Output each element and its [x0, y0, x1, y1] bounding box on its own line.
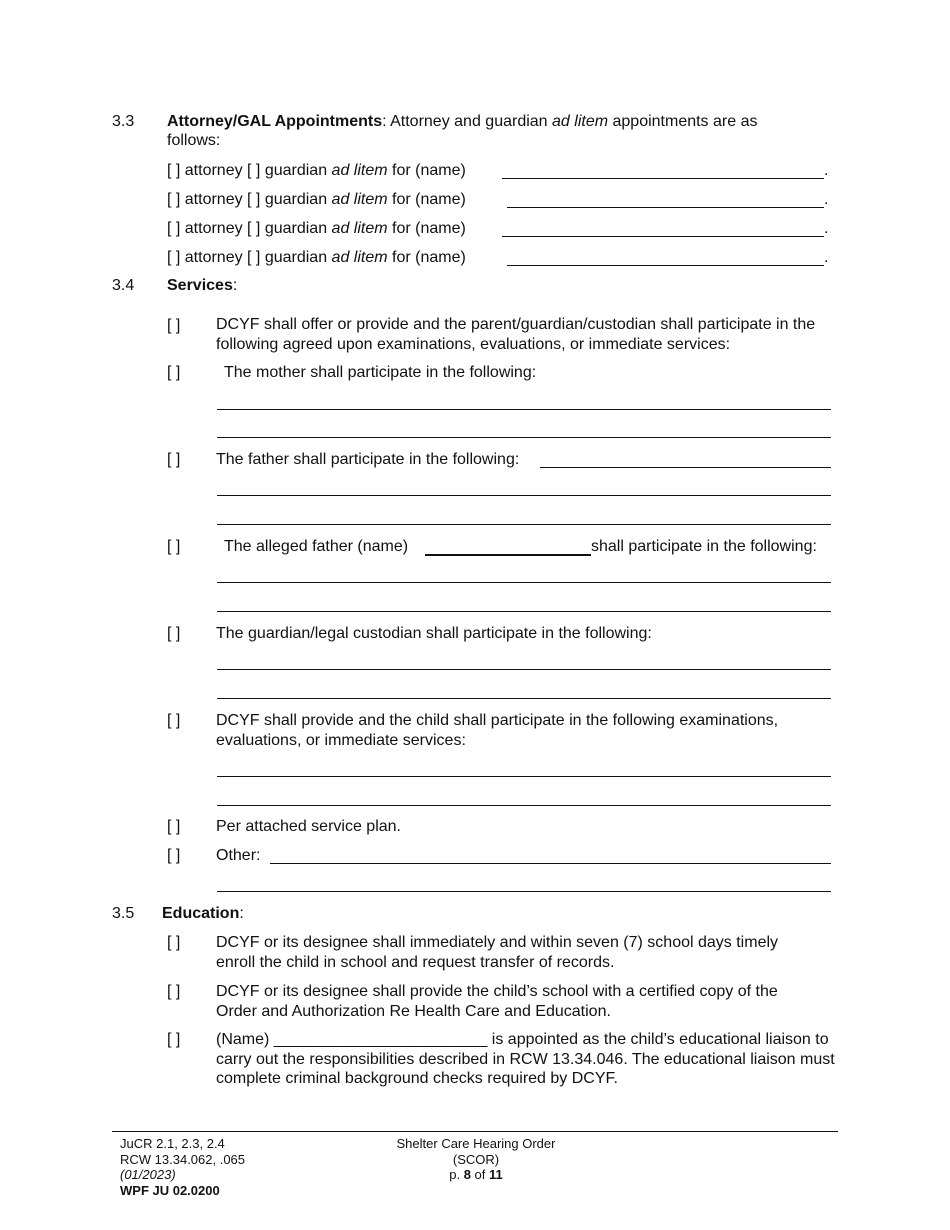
section-3-3-intro-rest: appointments are as — [608, 113, 758, 130]
mother-item: The mother shall participate in the following: — [224, 364, 537, 381]
plan-item: Per attached service plan. — [216, 818, 401, 835]
other-checkbox[interactable]: [ ] — [167, 847, 181, 864]
period: . — [824, 249, 829, 266]
appointment-for-name: for (name) — [387, 191, 466, 208]
appointment-checkboxes[interactable]: [ ] attorney [ ] guardian — [167, 191, 332, 208]
section-3-5-title: Education — [162, 905, 240, 922]
child-item: DCYF shall provide and the child shall participate in the following examinations, evaluations, or immediate services: — [216, 712, 779, 749]
appointment-row[interactable] — [167, 248, 466, 267]
appointment-checkboxes[interactable]: [ ] attorney [ ] guardian — [167, 220, 332, 237]
period: . — [824, 220, 829, 237]
appointment-row[interactable] — [167, 190, 466, 209]
appointment-italic: ad litem — [331, 191, 388, 208]
section-3-3-intro-cont: follows: — [167, 132, 221, 149]
mother-line[interactable] — [217, 409, 831, 410]
other-line[interactable] — [217, 891, 831, 892]
section-3-5-heading — [162, 904, 244, 923]
services-item-dcyf: DCYF shall offer or provide and the parent/guardian/custodian shall participate in the following agreed upon examinations, evaluations, or immediate services: — [216, 316, 816, 353]
footer-form-number: WPF JU 02.0200 — [120, 1182, 220, 1198]
education-item-liaison: (Name) ________________________ is appointed as the child’s educational liaison to carry out the responsibilities described in RCW 13.34.046. The educational liaison must complete criminal background checks required by DCYF. — [216, 1031, 835, 1087]
other-line[interactable] — [270, 863, 831, 864]
appointment-name-line[interactable] — [507, 207, 824, 208]
appointment-italic: ad litem — [331, 162, 388, 179]
education-item-enroll: DCYF or its designee shall immediately and within seven (7) school days timely enroll the child in school and request transfer of records. — [216, 934, 779, 971]
child-checkbox[interactable]: [ ] — [167, 712, 181, 729]
alleged-father-item: The alleged father (name) — [224, 538, 409, 555]
education-checkbox[interactable]: [ ] — [167, 1031, 181, 1048]
footer-date: (01/2023) — [120, 1167, 176, 1182]
section-3-4-title: Services — [167, 277, 233, 294]
section-3-5-number: 3.5 — [112, 905, 135, 922]
section-3-3-number: 3.3 — [112, 113, 135, 130]
appointment-for-name: for (name) — [387, 162, 466, 179]
section-3-3-intro-italic: ad litem — [552, 113, 609, 130]
appointment-for-name: for (name) — [387, 220, 466, 237]
child-line[interactable] — [217, 805, 831, 806]
appointment-checkboxes[interactable]: [ ] attorney [ ] guardian — [167, 249, 332, 266]
guardian-line[interactable] — [217, 698, 831, 699]
alleged-father-checkbox[interactable]: [ ] — [167, 538, 181, 555]
guardian-line[interactable] — [217, 669, 831, 670]
father-line[interactable] — [217, 495, 831, 496]
section-3-3-heading — [167, 112, 757, 131]
alleged-father-name-line[interactable] — [425, 554, 591, 556]
colon: : — [239, 905, 244, 922]
guardian-item: The guardian/legal custodian shall participate in the following: — [216, 625, 652, 642]
mother-checkbox[interactable]: [ ] — [167, 364, 181, 381]
alleged-father-item-rest: shall participate in the following: — [591, 538, 817, 555]
guardian-checkbox[interactable]: [ ] — [167, 625, 181, 642]
section-3-4-heading — [167, 276, 237, 295]
section-3-3-title: Attorney/GAL Appointments — [167, 113, 383, 130]
alleged-father-line[interactable] — [217, 582, 831, 583]
appointment-italic: ad litem — [331, 249, 388, 266]
appointment-name-line[interactable] — [507, 265, 824, 266]
father-line[interactable] — [217, 524, 831, 525]
footer-rule-1: JuCR 2.1, 2.3, 2.4 — [120, 1136, 225, 1151]
period: . — [824, 191, 829, 208]
page-current: 8 — [463, 1167, 471, 1182]
plan-checkbox[interactable]: [ ] — [167, 818, 181, 835]
footer-divider — [112, 1131, 838, 1132]
father-line[interactable] — [540, 467, 831, 468]
father-checkbox[interactable]: [ ] — [167, 451, 181, 468]
appointment-row[interactable] — [167, 161, 466, 180]
page-total: 11 — [489, 1167, 503, 1182]
footer-page-number — [376, 1167, 576, 1183]
appointment-italic: ad litem — [331, 220, 388, 237]
page-of: of — [470, 1167, 490, 1182]
page-prefix: p. — [449, 1167, 464, 1182]
appointment-checkboxes[interactable]: [ ] attorney [ ] guardian — [167, 162, 332, 179]
footer-citations — [120, 1136, 245, 1198]
footer-title-block — [376, 1136, 576, 1183]
other-item: Other: — [216, 847, 261, 864]
appointment-name-line[interactable] — [502, 236, 824, 237]
footer-title: Shelter Care Hearing Order — [396, 1136, 556, 1151]
education-checkbox[interactable]: [ ] — [167, 983, 181, 1000]
education-item-school: DCYF or its designee shall provide the child’s school with a certified copy of the Order and Authorization Re Health Care and Education. — [216, 983, 778, 1020]
colon: : — [232, 277, 238, 294]
father-item: The father shall participate in the following: — [216, 451, 520, 468]
child-line[interactable] — [217, 776, 831, 777]
footer-rule-2: RCW 13.34.062, .065 — [120, 1151, 246, 1167]
footer-abbrev: (SCOR) — [452, 1151, 500, 1167]
alleged-father-line[interactable] — [217, 611, 831, 612]
appointment-row[interactable] — [167, 219, 466, 238]
appointment-name-line[interactable] — [502, 178, 824, 179]
section-3-3-intro: : Attorney and guardian — [382, 113, 553, 130]
education-checkbox[interactable]: [ ] — [167, 934, 181, 951]
period: . — [824, 162, 829, 179]
mother-line[interactable] — [217, 437, 831, 438]
section-3-4-number: 3.4 — [112, 277, 135, 294]
appointment-for-name: for (name) — [387, 249, 466, 266]
services-checkbox[interactable]: [ ] — [167, 317, 181, 334]
